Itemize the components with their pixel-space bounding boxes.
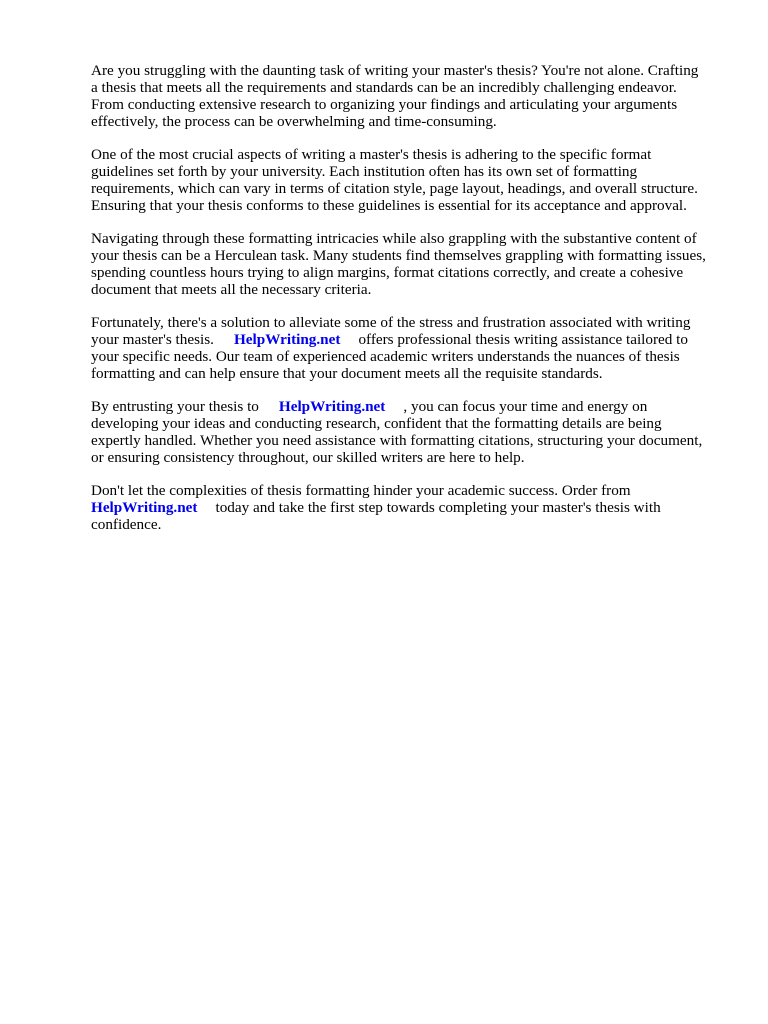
text-line	[91, 331, 731, 348]
text-fragment: your master's thesis.	[91, 331, 214, 348]
text-line: expertly handled. Whether you need assistance with formatting citations, structuring your document,	[91, 432, 703, 449]
text-line: or ensuring consistency throughout, our skilled writers are here to help.	[91, 449, 525, 466]
text-line: guidelines set forth by your university. Each institution often has its own set of formatting	[91, 163, 638, 180]
text-line: your specific needs. Our team of experienced academic writers understands the nuances of thesis	[91, 348, 680, 365]
text-line: Don't let the complexities of thesis formatting hinder your academic success. Order from	[91, 482, 631, 499]
text-line: document that meets all the necessary criteria.	[91, 281, 372, 298]
text-line: spending countless hours trying to align margins, format citations correctly, and create a cohesive	[91, 264, 684, 281]
paragraph-formatting-intricacies	[91, 230, 731, 298]
text-line: One of the most crucial aspects of writing a master's thesis is adhering to the specific format	[91, 146, 652, 163]
text-line: a thesis that meets all the requirements and standards can be an incredibly challenging endeavor.	[91, 79, 677, 96]
text-line	[91, 499, 731, 516]
paragraph-entrusting	[91, 398, 731, 466]
text-line: your thesis can be a Herculean task. Many students find themselves grappling with formatting issues,	[91, 247, 706, 264]
helpwriting-link[interactable]: HelpWriting.net	[233, 331, 341, 348]
text-line: Are you struggling with the daunting task of writing your master's thesis? You're not alone. Crafting	[91, 62, 699, 79]
text-line	[91, 398, 731, 415]
paragraph-intro	[91, 62, 731, 130]
text-line: Navigating through these formatting intricacies while also grappling with the substantive content of	[91, 230, 697, 247]
text-line: developing your ideas and conducting research, confident that the formatting details are being	[91, 415, 662, 432]
text-line: effectively, the process can be overwhelming and time-consuming.	[91, 113, 497, 130]
text-line: Ensuring that your thesis conforms to these guidelines is essential for its acceptance and approval.	[91, 197, 687, 214]
text-fragment: , you can focus your time and energy on	[403, 398, 648, 415]
text-line: confidence.	[91, 516, 162, 533]
text-line: From conducting extensive research to organizing your findings and articulating your arguments	[91, 96, 678, 113]
paragraph-format-guidelines	[91, 146, 731, 214]
text-line: requirements, which can vary in terms of citation style, page layout, headings, and overall structure.	[91, 180, 698, 197]
paragraph-call-to-action	[91, 482, 731, 533]
text-fragment: today and take the first step towards completing your master's thesis with	[215, 499, 661, 516]
text-line: formatting and can help ensure that your document meets all the requisite standards.	[91, 365, 603, 382]
text-fragment: offers professional thesis writing assistance tailored to	[358, 331, 688, 348]
helpwriting-link[interactable]: HelpWriting.net	[91, 499, 198, 516]
text-line: Fortunately, there's a solution to alleviate some of the stress and frustration associated with writing	[91, 314, 691, 331]
text-fragment: By entrusting your thesis to	[91, 398, 259, 415]
helpwriting-link[interactable]: HelpWriting.net	[278, 398, 386, 415]
paragraph-solution	[91, 314, 731, 382]
